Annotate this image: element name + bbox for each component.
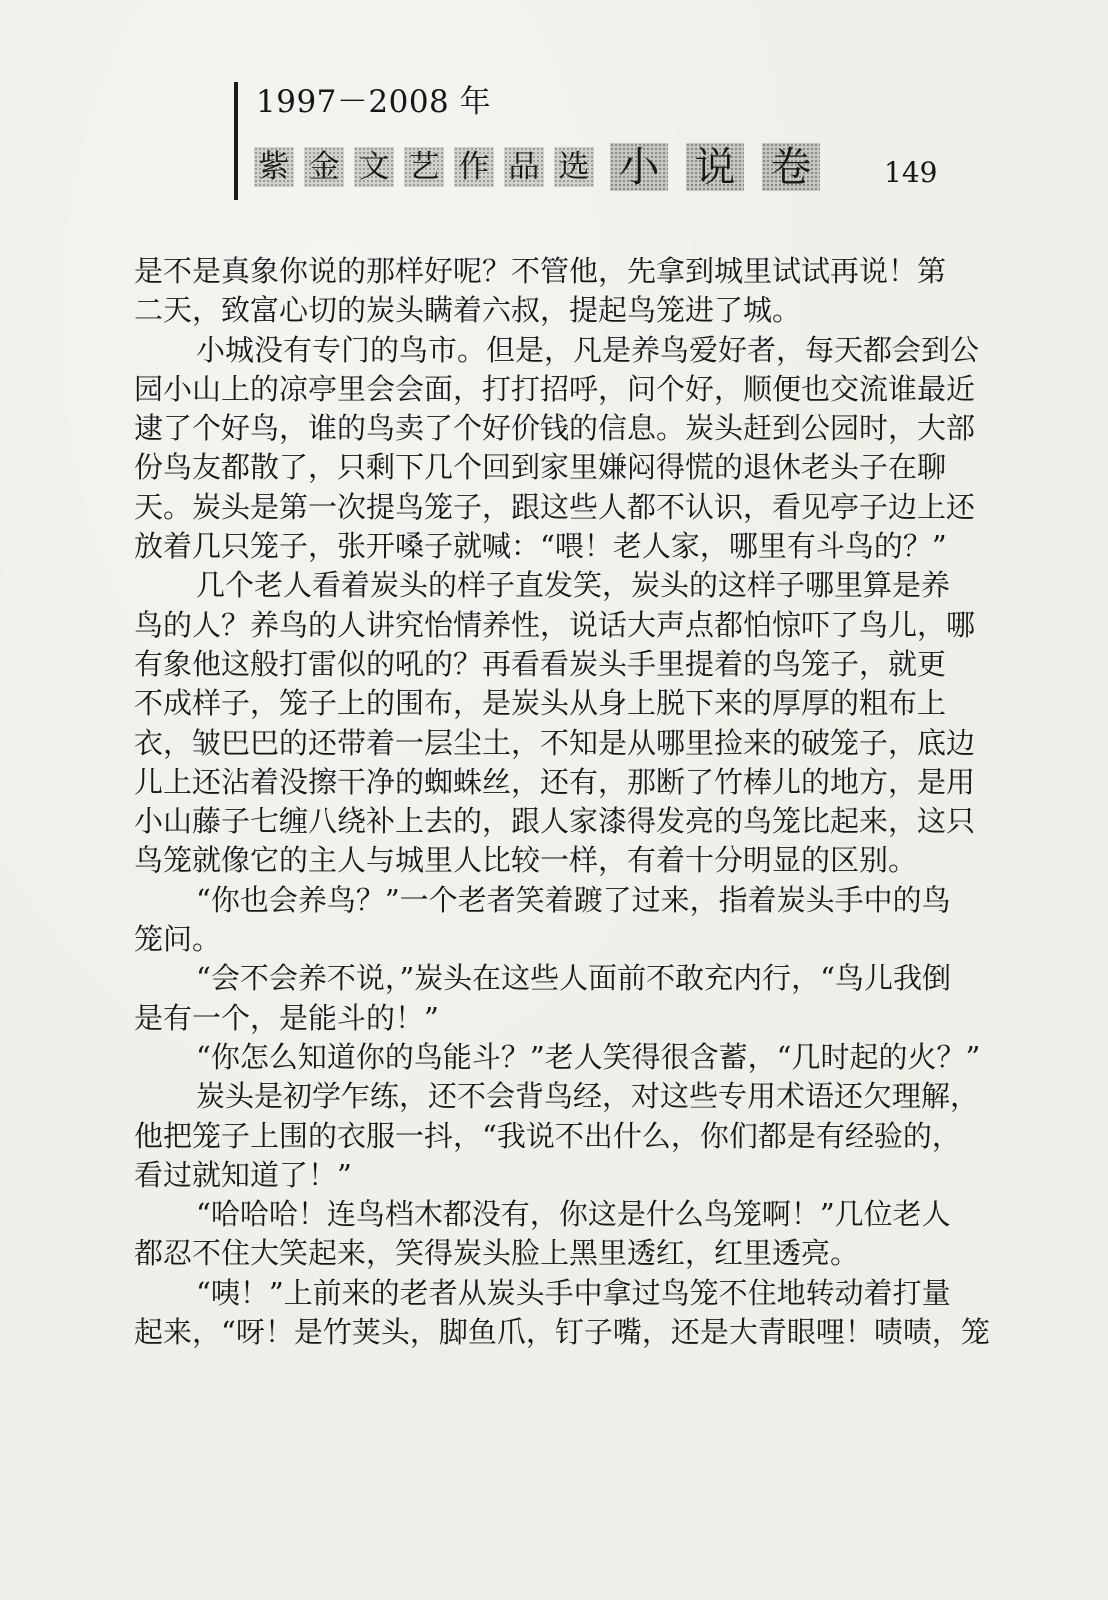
text-line: 起来，“呀！是竹荚头，脚鱼爪，钉子嘴，还是大青眼哩！啧啧，笼 [134,1315,990,1350]
page-number: 149 [884,156,938,189]
text-line: 天。炭头是第一次提鸟笼子，跟这些人都不认识，看见亭子边上还 [134,489,976,524]
text-line: 逮了个好鸟，谁的鸟卖了个好价钱的信息。炭头赶到公园时，大部 [134,411,976,446]
text-line: “你怎么知道你的鸟能斗？”老人笑得很含蓄，“几时起的火？” [196,1039,981,1074]
series-title-char: 选 [554,147,594,187]
series-title-char: 金 [304,147,344,187]
header-vertical-rule [234,82,238,200]
text-line: “哈哈哈！连鸟档木都没有，你这是什么鸟笼啊！”几位老人 [196,1197,951,1232]
volume-title-char: 说 [686,143,744,191]
text-line: 几个老人看着炭头的样子直发笑，炭头的这样子哪里算是养 [196,568,951,603]
text-line: 看过就知道了！” [134,1157,352,1192]
text-line: 份鸟友都散了，只剩下几个回到家里嫌闷得慌的退休老头子在聊 [134,450,947,485]
header-series-title [254,143,832,191]
text-line: 是有一个，是能斗的！” [134,1000,439,1035]
body-text [134,252,990,1352]
text-line: 二天，致富心切的炭头瞒着六叔，提起鸟笼进了城。 [134,293,802,328]
text-line: 小城没有专门的鸟市。但是，凡是养鸟爱好者，每天都会到公 [196,332,980,367]
text-line: 小山藤子七缠八绕补上去的，跟人家漆得发亮的鸟笼比起来，这只 [134,804,976,839]
text-line: 有象他这般打雷似的吼的？再看看炭头手里提着的鸟笼子，就更 [134,646,947,681]
text-line: 鸟的人？养鸟的人讲究怡情养性，说话大声点都怕惊吓了鸟儿，哪 [134,607,976,642]
text-line: 是不是真象你说的那样好呢？不管他，先拿到城里试试再说！第 [134,254,947,288]
text-line: 儿上还沾着没擦干净的蜘蛛丝，还有，那断了竹棒儿的地方，是用 [134,764,976,799]
series-title-char: 作 [454,147,494,187]
series-title-char: 紫 [254,147,294,187]
text-line: 鸟笼就像它的主人与城里人比较一样，有着十分明显的区别。 [134,843,918,878]
text-line: “会不会养不说，”炭头在这些人面前不敢充内行，“鸟儿我倒 [196,961,951,996]
text-line: 不成样子，笼子上的围布，是炭头从身上脱下来的厚厚的粗布上 [134,686,947,721]
volume-title-char: 卷 [762,143,820,191]
series-title-char: 文 [354,147,394,187]
text-line: 衣，皱巴巴的还带着一层尘土，不知是从哪里捡来的破笼子，底边 [134,725,976,760]
text-line: 笼问。 [134,922,222,957]
series-title-char: 品 [504,147,544,187]
volume-title-char: 小 [610,143,668,191]
text-line: 都忍不住大笑起来，笑得炭头脸上黑里透红，红里透亮。 [134,1236,860,1271]
text-line: 放着几只笼子，张开嗓子就喊：“喂！老人家，哪里有斗鸟的？” [134,529,947,564]
text-line: 园小山上的凉亭里会会面，打打招呼，问个好，顺便也交流谁最近 [134,371,976,406]
text-line: 他把笼子上围的衣服一抖，“我说不出什么，你们都是有经验的， [134,1118,961,1153]
text-line: “咦！”上前来的老者从炭头手中拿过鸟笼不住地转动着打量 [196,1275,951,1310]
header-years: 1997－2008 年 [256,84,492,120]
series-title-char: 艺 [404,147,444,187]
text-line: “你也会养鸟？”一个老者笑着踱了过来，指着炭头手中的鸟 [196,882,951,917]
text-line: 炭头是初学乍练，还不会背鸟经，对这些专用术语还欠理解， [196,1079,980,1114]
